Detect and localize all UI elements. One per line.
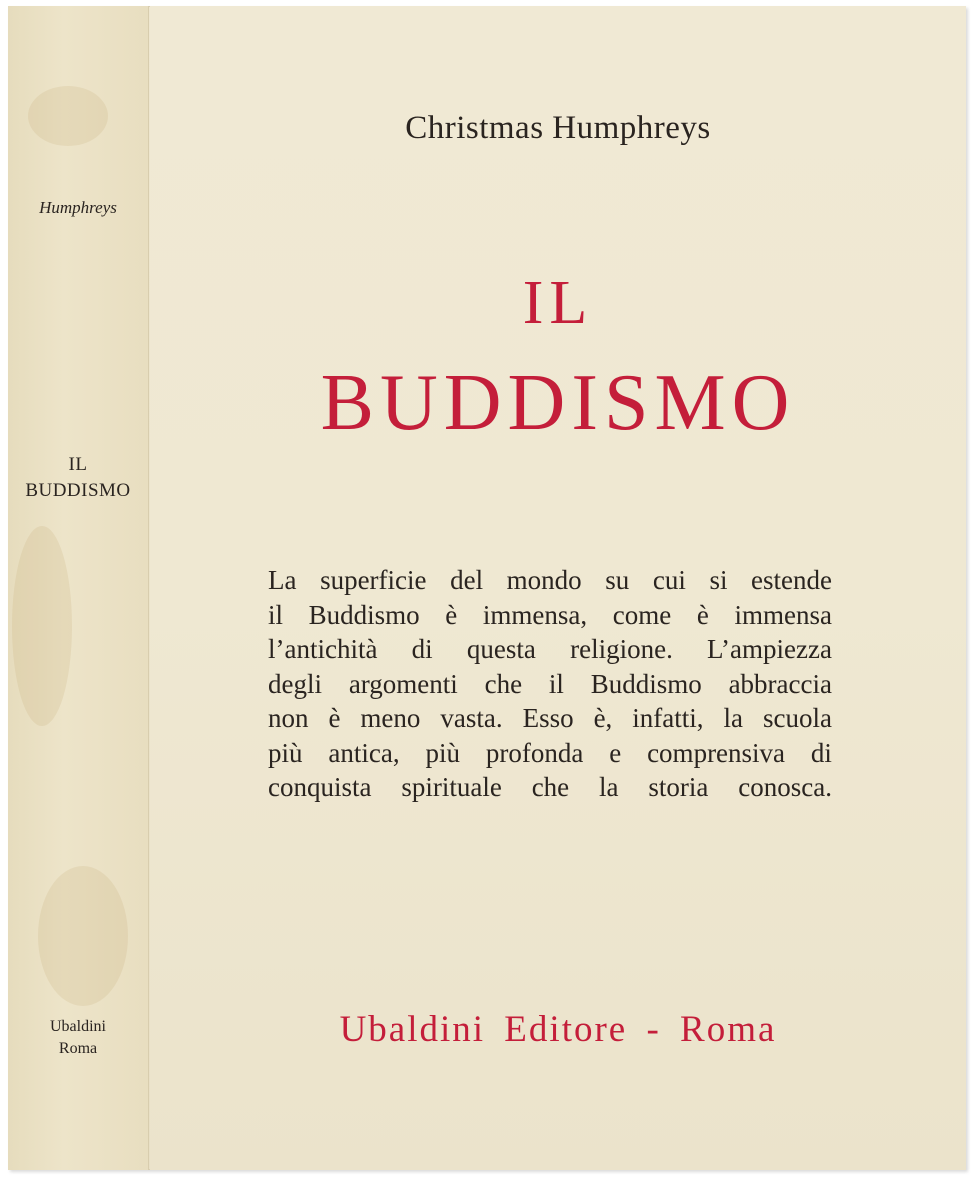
cover-publisher: Ubaldini Editore - Roma <box>339 1009 777 1050</box>
blurb-line: più antica, più profonda e comprensiva di <box>268 737 832 768</box>
cover-blurb <box>268 563 832 805</box>
cover-title-line-2: BUDDISMO <box>320 359 796 447</box>
cover-author: Christmas Humphreys <box>405 110 711 146</box>
spine-stain <box>28 86 108 146</box>
spine-publisher <box>8 1016 148 1060</box>
spine-title-line-2: BUDDISMO <box>25 480 131 501</box>
blurb-line: non è meno vasta. Esso è, infatti, la scuola <box>268 703 832 733</box>
blurb-line: il Buddismo è immensa, come è immensa <box>268 599 832 630</box>
blurb-line: La superficie del mondo su cui si estende <box>268 565 832 595</box>
cover-title-line-1: IL <box>522 269 594 337</box>
blurb-line: degli argomenti che il Buddismo abbraccia <box>268 668 832 699</box>
blurb-line: conquista spirituale che la storia conosca. <box>268 772 832 802</box>
spine-stain <box>38 866 128 1006</box>
blurb-line: l’antichità di questa religione. L’ampiezza <box>268 634 832 664</box>
spine-publisher-line-1: Ubaldini <box>50 1018 106 1035</box>
spine-title <box>8 452 148 504</box>
spine-stain <box>12 526 72 726</box>
spine-author: Humphreys <box>39 198 117 217</box>
spine-publisher-line-2: Roma <box>58 1040 98 1057</box>
spine-title-line-1: IL <box>68 454 88 475</box>
book-spine <box>8 6 149 1170</box>
